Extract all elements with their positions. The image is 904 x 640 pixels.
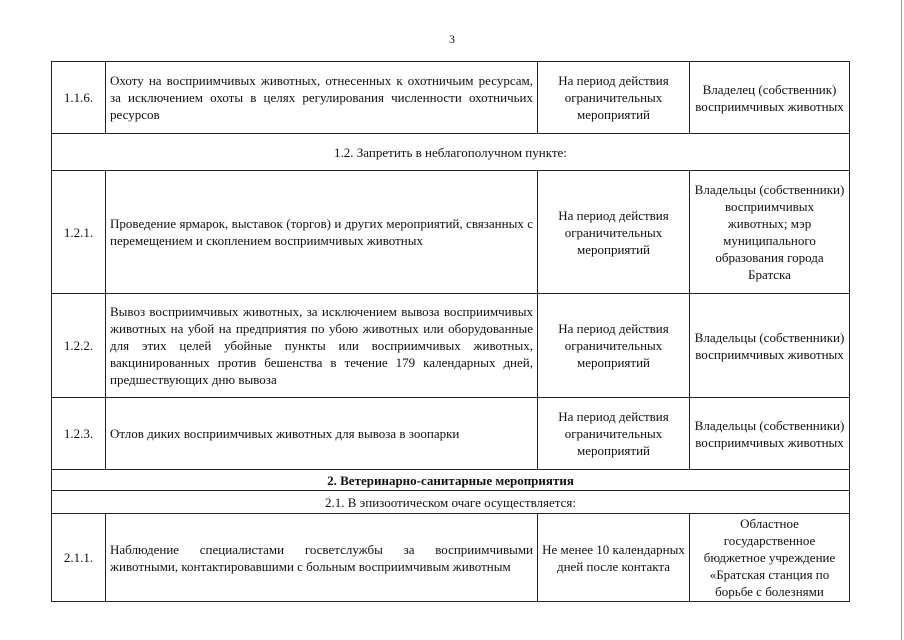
measure-description: Охоту на восприимчивых животных, отнесенных к охотничьим ресурсам, за исключением охоты в целях регулирования численности охотничьих ресурсов: [106, 62, 538, 134]
section-row: [52, 134, 850, 171]
section-row: [52, 491, 850, 514]
measure-responsible: Владельцы (собственники) восприимчивых животных: [690, 294, 850, 398]
table-row: [52, 171, 850, 294]
section-row: [52, 470, 850, 491]
measure-description: Проведение ярмарок, выставок (торгов) и других мероприятий, связанных с перемещением и скоплением восприимчивых животных: [106, 171, 538, 294]
section-heading-2-1: 2.1. В эпизоотическом очаге осуществляется:: [52, 491, 850, 514]
measure-period: Не менее 10 календарных дней после контакта: [538, 514, 690, 602]
page-number: 3: [449, 32, 455, 46]
table-row: [52, 514, 850, 602]
measure-period: На период действия ограничительных мероприятий: [538, 398, 690, 470]
table-row: [52, 294, 850, 398]
row-number: 2.1.1.: [52, 514, 106, 602]
measure-description: Вывоз восприимчивых животных, за исключением вывоза восприимчивых животных на убой на предприятия по убою животных или оборудованные для этих целей убойные пункты или восприимчивых животных, вакцинированных против бешенства в течение 179 календарных дней, предшествующих дню вывоза: [106, 294, 538, 398]
measure-period: На период действия ограничительных мероприятий: [538, 294, 690, 398]
row-number: 1.2.3.: [52, 398, 106, 470]
measure-period: На период действия ограничительных мероприятий: [538, 171, 690, 294]
section-heading-1-2: 1.2. Запретить в неблагополучном пункте:: [52, 134, 850, 171]
row-number: 1.1.6.: [52, 62, 106, 134]
measures-table: [51, 61, 850, 602]
measure-responsible: Владельцы (собственники) восприимчивых животных; мэр муниципального образования города Братска: [690, 171, 850, 294]
row-number: 1.2.2.: [52, 294, 106, 398]
table-row: [52, 62, 850, 134]
measure-description: Наблюдение специалистами госветслужбы за восприимчивыми животными, контактировавшими с больным восприимчивым животным: [106, 514, 538, 602]
measure-period: На период действия ограничительных мероприятий: [538, 62, 690, 134]
measure-description: Отлов диких восприимчивых животных для вывоза в зоопарки: [106, 398, 538, 470]
measure-responsible: Областное государственное бюджетное учреждение «Братская станция по борьбе с болезнями: [690, 514, 850, 602]
table-row: [52, 398, 850, 470]
measure-responsible: Владельцы (собственники) восприимчивых животных: [690, 398, 850, 470]
scan-edge: [901, 0, 902, 640]
measure-responsible: Владелец (собственник) восприимчивых животных: [690, 62, 850, 134]
section-heading-2: 2. Ветеринарно-санитарные мероприятия: [52, 470, 850, 491]
row-number: 1.2.1.: [52, 171, 106, 294]
